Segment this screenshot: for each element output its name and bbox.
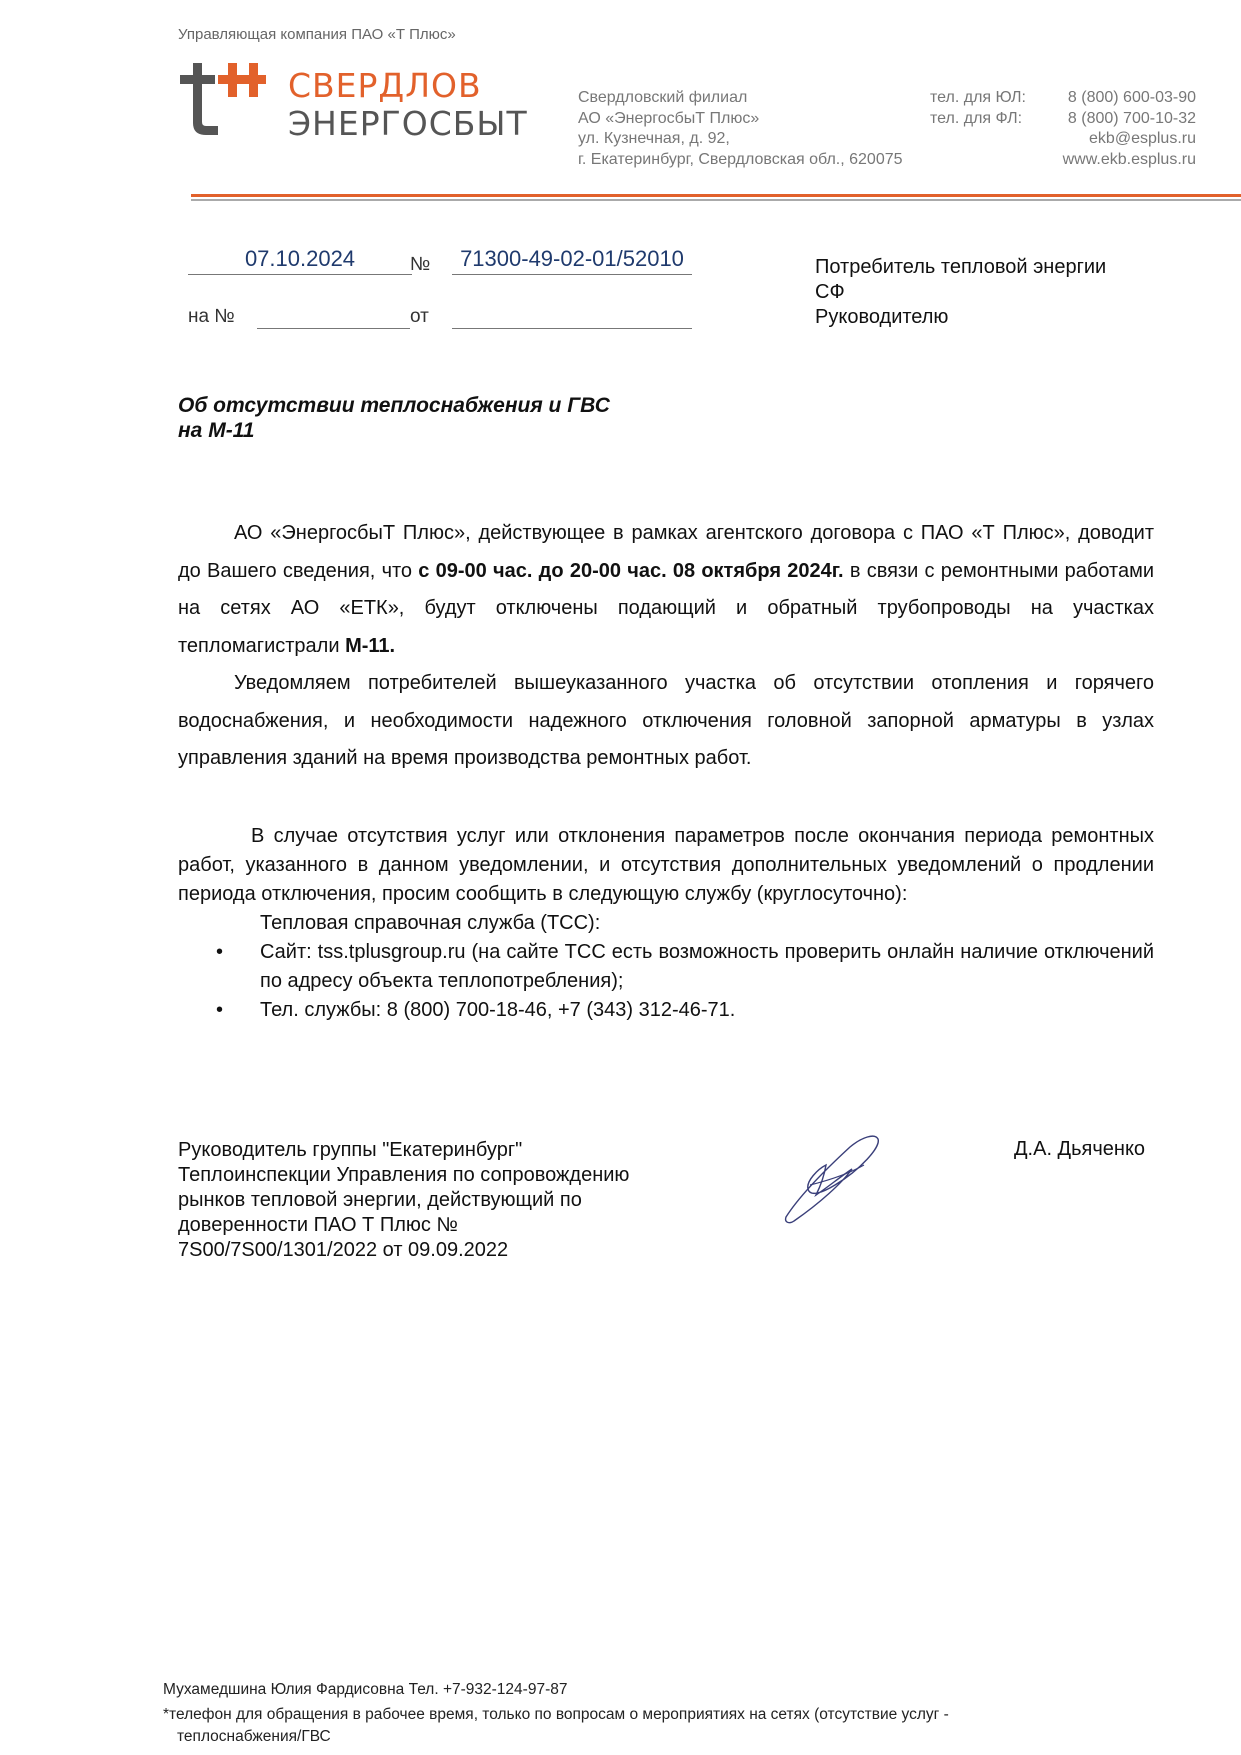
role-line: доверенности ПАО Т Плюс № (178, 1214, 458, 1236)
signatory-role (178, 1138, 698, 1263)
header-divider-orange (191, 194, 1241, 197)
subject-line: на М-11 (178, 419, 255, 442)
contact-website: www.ekb.esplus.ru (1062, 150, 1196, 168)
individual-phone-label: тел. для ФЛ: (930, 109, 1023, 127)
logo-text-line2: ЭНЕРГОСБЫТ (288, 104, 528, 143)
recipient-line: Потребитель тепловой энергии (815, 256, 1107, 278)
heat-main-name: М-11. (345, 634, 396, 657)
legal-phone-label: тел. для ЮЛ: (930, 89, 1026, 106)
header-divider-grey (191, 199, 1241, 201)
subject-line: Об отсутствии теплоснабжения и ГВС (178, 394, 610, 417)
branch-line: г. Екатеринбург, Свердловская обл., 620075 (578, 150, 903, 168)
recipient-block (815, 255, 1106, 330)
letter-body (178, 515, 1154, 778)
outage-period: с 09-00 час. до 20-00 час. 08 октября 2024г. (418, 559, 844, 582)
reply-to-number-blank (257, 306, 410, 329)
footer-note-line: теплоснабжения/ГВС (177, 1727, 331, 1745)
handwritten-signature (780, 1125, 890, 1225)
footer-note-line: *телефон для обращения в рабочее время, только по вопросам о мероприятиях на сетях (отсутствие услуг - (163, 1706, 949, 1723)
executor-info: Мухамедшина Юлия Фардисовна Тел. +7-932-124-97-87 (163, 1681, 568, 1698)
recipient-line: Руководителю (815, 306, 949, 328)
reply-to-date-label: от (410, 306, 429, 327)
individual-phone: 8 (800) 700-10-32 (1067, 109, 1196, 127)
contact-block (930, 88, 1196, 170)
registration-number: 71300-49-02-01/52010 (452, 246, 692, 275)
branch-address (578, 88, 903, 170)
footer-note (163, 1704, 1155, 1747)
registration-number-label: № (410, 254, 431, 275)
paragraph-text: АО «ЭнергосбыТ Плюс», действующее в рамках агентского договора с ПАО «Т Плюс», доводит до Вашего сведения, что (178, 522, 1154, 582)
tss-label: Тепловая справочная служба (ТСС): (260, 912, 601, 934)
role-line: рынков тепловой энергии, действующий по (178, 1189, 582, 1211)
branch-line: АО «ЭнергосбыТ Плюс» (578, 109, 760, 127)
service-info (178, 822, 1154, 1025)
signatory-name: Д.А. Дьяченко (1014, 1138, 1146, 1160)
list-item: • Сайт: tss.tplusgroup.ru (на сайте ТСС есть возможность проверить онлайн наличие отключений по адресу объекта теплопотребления); (260, 938, 1154, 996)
role-line: 7S00/7S00/1301/2022 от 09.09.2022 (178, 1239, 509, 1261)
letter-subject (178, 393, 610, 443)
role-line: Руководитель группы "Екатеринбург" (178, 1139, 523, 1161)
list-item: • Тел. службы: 8 (800) 700-18-46, +7 (343) 312-46-71. (260, 996, 1154, 1025)
role-line: Теплоинспекции Управления по сопровождению (178, 1164, 630, 1186)
reply-to-number-label: на № (188, 306, 235, 327)
branch-line: Свердловский филиал (578, 89, 748, 106)
legal-phone: 8 (800) 600-03-90 (1067, 89, 1196, 106)
paragraph-text: в связи с ремонтными работами на сетях АО «ЕТК», будут отключены подающий и обратный трубопроводы на участках тепломагистрали (178, 559, 1154, 657)
recipient-line: СФ (815, 281, 845, 303)
t-plus-logo-icon (178, 60, 278, 142)
contact-email: ekb@esplus.ru (1089, 130, 1196, 147)
registration-date: 07.10.2024 (188, 246, 412, 275)
parent-company: Управляющая компания ПАО «Т Плюс» (178, 26, 456, 43)
paragraph-contact-request: В случае отсутствия услуг или отклонения параметров после окончания периода ремонтных работ, указанного в данном уведомлении, и отсутствия дополнительных уведомлений о продлении периода отключения, просим сообщить в следующую службу (круглосуточно): (178, 825, 1154, 905)
reply-to-date-blank (452, 306, 692, 329)
paragraph-outage (178, 515, 1154, 665)
paragraph-notice: Уведомляем потребителей вышеуказанного участка об отсутствии отопления и горячего водоснабжения, и необходимости надежного отключения головной запорной арматуры в узлах управления зданий на время производства ремонтных работ. (178, 672, 1154, 769)
company-logo (178, 60, 528, 143)
branch-line: ул. Кузнечная, д. 92, (578, 130, 730, 147)
tss-contacts-list (178, 938, 1154, 1025)
logo-text-line1: СВЕРДЛОВ (288, 66, 482, 105)
